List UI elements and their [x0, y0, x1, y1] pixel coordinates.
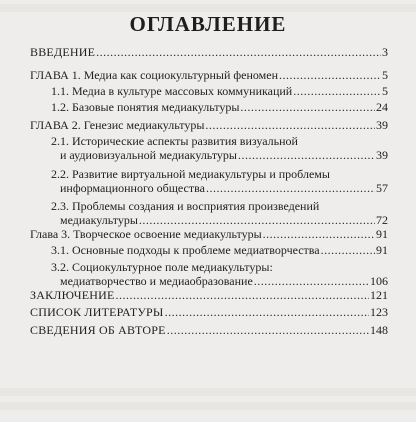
toc-entry-section-1-1[interactable] [51, 85, 388, 99]
toc-page-number: 123 [370, 305, 388, 319]
leader-dots [293, 85, 381, 99]
toc-title: ОГЛАВЛЕНИЕ [129, 12, 287, 36]
toc-page-number: 148 [370, 323, 388, 337]
toc-entry-chapter-1[interactable] [30, 69, 388, 83]
toc-page-number: 91 [376, 243, 388, 257]
leader-dots [116, 289, 370, 303]
leader-dots [165, 306, 369, 320]
leader-dots [206, 182, 375, 196]
toc-entry-bibliography[interactable] [30, 306, 388, 320]
toc-page-number: 39 [376, 118, 388, 132]
toc-entry-title: 1.2. Базовые понятия медиакультуры [51, 100, 240, 114]
toc-page-number: 106 [370, 273, 388, 288]
toc-entry-title-line: 2.1. Исторические аспекты развития визуальной [51, 134, 298, 148]
toc-entry-title: 3.1. Основные подходы к проблеме медиатворчества [51, 243, 320, 257]
toc-entry-title-line: 3.2. Социокультурное поле медиакультуры: [51, 260, 273, 274]
toc-entry-title: ВВЕДЕНИЕ [30, 45, 96, 59]
toc-page-number: 121 [370, 288, 388, 302]
toc-entry-section-3-2[interactable] [51, 261, 388, 288]
toc-entry-section-3-1[interactable] [51, 244, 388, 258]
toc-entry-about-author[interactable] [30, 324, 388, 338]
toc-entry-title: ГЛАВА 1. Медиа как социокультурный феномен [30, 68, 279, 82]
toc-entry-title: ГЛАВА 2. Генезис медиакультуры [30, 118, 205, 132]
toc-page-number: 57 [376, 180, 388, 195]
toc-entry-section-2-2[interactable] [51, 168, 388, 195]
toc-page-number: 39 [376, 147, 388, 162]
toc-entry-title: СПИСОК ЛИТЕРАТУРЫ [30, 305, 164, 319]
toc-page-number: 91 [376, 227, 388, 241]
leader-dots [139, 214, 375, 228]
toc-page-number: 72 [376, 212, 388, 227]
leader-dots [167, 324, 369, 338]
toc-entry-chapter-3[interactable] [30, 228, 388, 242]
toc-entry-title: Глава 3. Творческое освоение медиакультуры [30, 227, 262, 241]
show-through-line [0, 4, 416, 12]
toc-entry-title-line: и аудиовизуальной медиакультуры [60, 147, 237, 162]
leader-dots [254, 275, 369, 289]
toc-entry-conclusion[interactable] [30, 289, 388, 303]
toc-entry-title-line: медиакультуры [60, 212, 138, 227]
leader-dots [240, 101, 375, 115]
toc-entry-chapter-2[interactable] [30, 119, 388, 133]
toc-entry-introduction[interactable] [30, 46, 388, 60]
toc-entry-title-line: 2.2. Развитие виртуальной медиакультуры и проблемы [51, 167, 330, 181]
toc-entry-title: СВЕДЕНИЯ ОБ АВТОРЕ [30, 323, 166, 337]
leader-dots [238, 149, 375, 163]
toc-page-number: 5 [382, 68, 388, 82]
leader-dots [321, 244, 375, 258]
toc-entry-title-line: 2.3. Проблемы создания и восприятия произведений [51, 199, 320, 213]
leader-dots [205, 119, 375, 133]
leader-dots [279, 69, 381, 83]
show-through-line [0, 402, 416, 410]
toc-entry-title-line: информационного общества [60, 180, 205, 195]
toc-entry-section-2-1[interactable] [51, 135, 388, 162]
toc-page-number: 24 [376, 100, 388, 114]
leader-dots [263, 228, 375, 242]
toc-entry-title: ЗАКЛЮЧЕНИЕ [30, 288, 115, 302]
show-through-line [0, 388, 416, 396]
toc-page-number: 3 [382, 45, 388, 59]
toc-entry-section-1-2[interactable] [51, 101, 388, 115]
toc-page-number: 5 [382, 84, 388, 98]
toc-entry-title-line: медиатворчество и медиаобразование [60, 273, 253, 288]
toc-entry-title: 1.1. Медиа в культуре массовых коммуникаций [51, 84, 293, 98]
toc-entry-section-2-3[interactable] [51, 200, 388, 227]
leader-dots [96, 46, 381, 60]
